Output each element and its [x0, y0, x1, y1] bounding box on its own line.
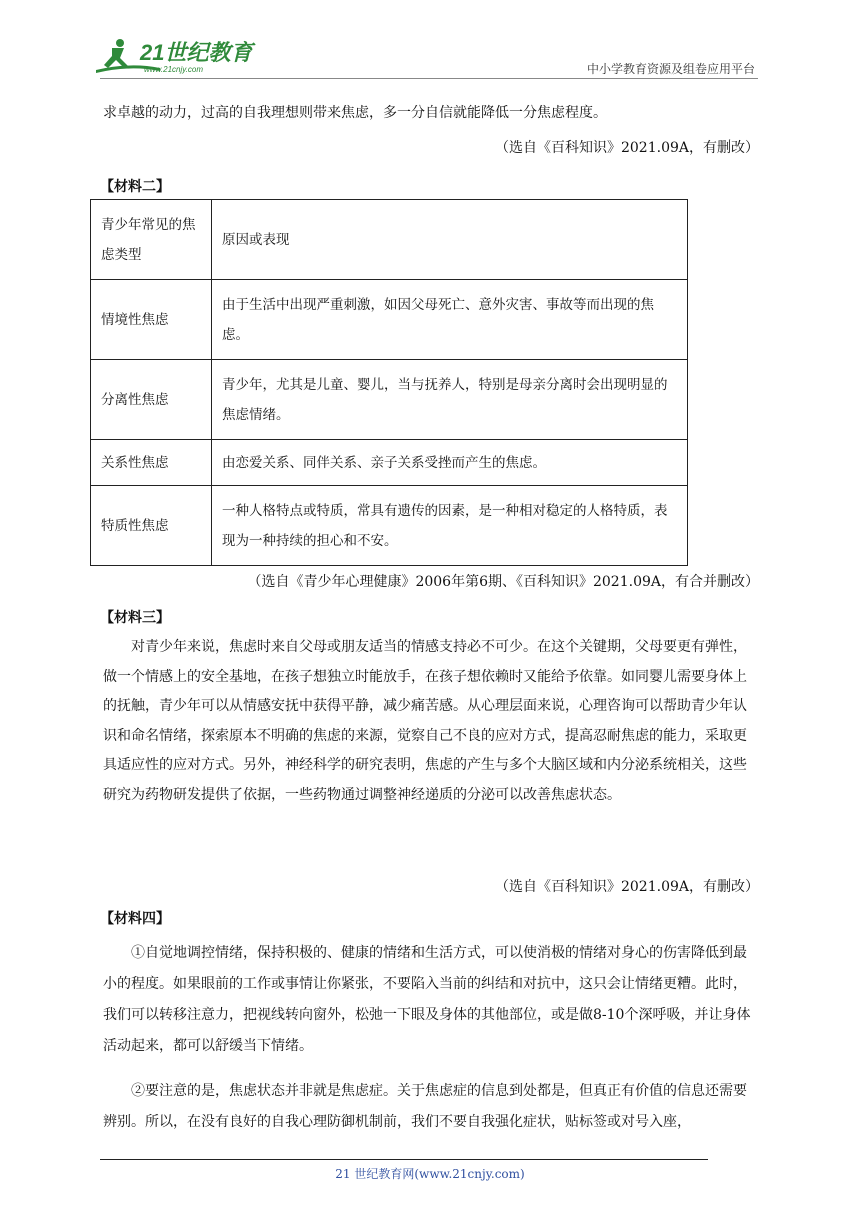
table-header-type: 青少年常见的焦虑类型: [91, 200, 212, 280]
intro-line: 求卓越的动力，过高的自我理想则带来焦虑，多一分自信就能降低一分焦虑程度。: [103, 105, 607, 121]
anxiety-cause-cell: 一种人格特点或特质，常具有遗传的因素，是一种相对稳定的人格特质，表现为一种持续的担心和不安。: [212, 486, 688, 566]
table-row: [91, 440, 688, 486]
page-header: [90, 34, 770, 80]
anxiety-type-cell: 关系性焦虑: [91, 440, 212, 486]
anxiety-types-table: [90, 199, 688, 566]
material-4-label: 【材料四】: [100, 911, 170, 927]
anxiety-cause-cell: 由于生活中出现严重刺激，如因父母死亡、意外灾害、事故等而出现的焦虑。: [212, 280, 688, 360]
table-header-row: [91, 200, 688, 280]
table-row: [91, 486, 688, 566]
material-4-paragraph-1: ①自觉地调控情绪，保持积极的、健康的情绪和生活方式，可以使消极的情绪对身心的伤害降低到最小的程度。如果眼前的工作或事情让你紧张，不要陷入当前的纠结和对抗中，这只会让情绪更糟。此时，我们可以转移注意力，把视线转向窗外，松弛一下眼及身体的其他部位，或是做8-10个深呼吸，并让身体活动起来，都可以舒缓当下情绪。: [103, 945, 751, 1054]
anxiety-type-cell: 特质性焦虑: [91, 486, 212, 566]
anxiety-cause-cell: 青少年，尤其是儿童、婴儿，当与抚养人，特别是母亲分离时会出现明显的焦虑情绪。: [212, 360, 688, 440]
site-logo: [90, 34, 260, 78]
anxiety-type-cell: 情境性焦虑: [91, 280, 212, 360]
material-3-paragraph: 对青少年来说，焦虑时来自父母或朋友适当的情感支持必不可少。在这个关键期，父母要更有弹性，做一个情感上的安全基地，在孩子想独立时能放手，在孩子想依赖时又能给予依靠。如同婴儿需要身体上的抚触，青少年可以从情感安抚中获得平静，减少痛苦感。从心理层面来说，心理咨询可以帮助青少年认识和命名情绪，探索原本不明确的焦虑的来源，觉察自己不良的应对方式，提高忍耐焦虑的能力，采取更具适应性的应对方式。另外，神经科学的研究表明，焦虑的产生与多个大脑区域和内分泌系统相关，这些研究为药物研发提供了依据，一些药物通过调整神经递质的分泌可以改善焦虑状态。: [103, 639, 747, 803]
source-citation-3: （选自《百科知识》2021.09A，有删改）: [494, 879, 759, 895]
svg-text:21世纪教育: 21世纪教育: [140, 40, 253, 65]
table-row: [91, 280, 688, 360]
header-divider: [100, 78, 758, 79]
platform-name: 中小学教育资源及组卷应用平台: [586, 62, 755, 76]
page-footer: 21 世纪教育网(www.21cnjy.com): [335, 1167, 525, 1181]
anxiety-cause-cell: 由恋爱关系、同伴关系、亲子关系受挫而产生的焦虑。: [212, 440, 688, 486]
footer-divider: [100, 1159, 708, 1160]
material-4-paragraph-2: ②要注意的是，焦虑状态并非就是焦虑症。关于焦虑症的信息到处都是，但真正有价值的信息还需要辨别。所以，在没有良好的自我心理防御机制前，我们不要自我强化症状，贴标签或对号入座，: [103, 1083, 747, 1130]
anxiety-type-cell: 分离性焦虑: [91, 360, 212, 440]
source-citation-2: （选自《青少年心理健康》2006年第6期、《百科知识》2021.09A，有合并删改）: [247, 574, 759, 590]
table-header-cause: 原因或表现: [212, 200, 688, 280]
material-3-label: 【材料三】: [100, 610, 170, 626]
svg-text:www.21cnjy.com: www.21cnjy.com: [144, 65, 203, 74]
source-citation-1: （选自《百科知识》2021.09A，有删改）: [494, 140, 759, 156]
material-2-label: 【材料二】: [100, 179, 170, 195]
table-row: [91, 360, 688, 440]
